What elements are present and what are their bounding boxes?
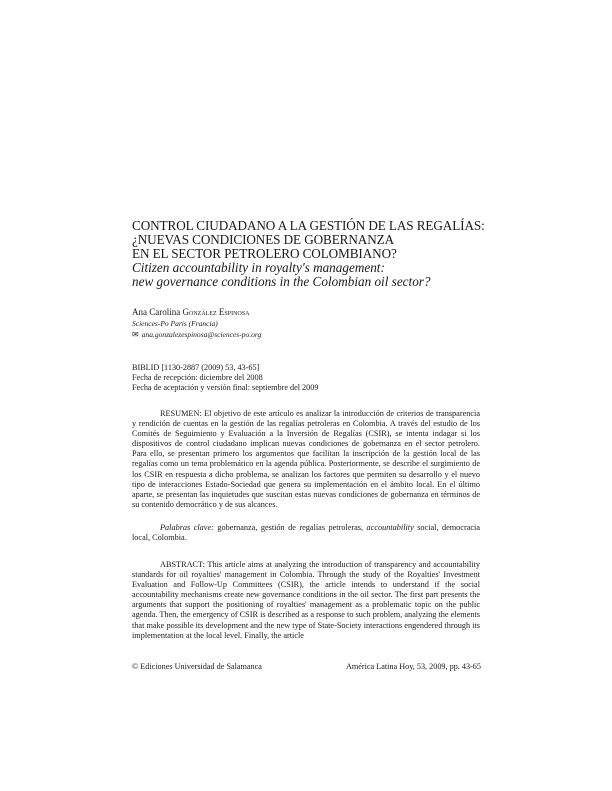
keywords-text-2: social, democracia local, Colombia. [132,523,480,543]
title-en-line: Citizen accountability in royalty's management: [132,260,385,275]
keywords-section [132,523,480,543]
author-block [132,307,432,340]
keywords-text-1: gobernanza, gestión de regalías petroleras, [213,523,367,532]
resumen-label: RESUMEN: [160,409,202,418]
title-es-line: CONTROL CIUDADANO A LA GESTIÓN DE LAS REGALÍAS: [132,218,485,233]
received-date: Fecha de recepción: diciembre del 2008 [132,372,263,382]
author-name [132,307,432,318]
abstract-section [132,560,480,641]
title-en-line: new governance conditions in the Colombian oil sector? [132,274,431,289]
title-block [132,219,492,289]
abstract-paragraph [132,560,480,641]
author-affiliation: Sciences-Po Paris (Francia) [132,319,218,328]
author-email-line [132,329,432,340]
publication-meta [132,363,432,392]
abstract-label: ABSTRACT: [160,560,205,569]
abstract-text: This article aims at analyzing the introduction of transparency and accountability standards for oil royalties' management in Colombia. Through the study of the Royalties' Investment Evaluation and Follow-Up Committees (CSIR), the article intends to understand if the social accountability mechanisms create new governance conditions in the oil sector. The first part presents the arguments that support the positioning of royalties' management as a problematic topic on the public agenda. Then, the emergency of CSIR is described as a response to such problem, analyzing the elements that make possible its development and the new type of State-Society interactions engendered through its implementation at the local level. Finally, the article [132,560,480,640]
keywords-italic-term: accountability [366,523,414,532]
resumen-text: El objetivo de este artículo es analizar la introducción de criterios de transparencia y rendición de cuentas en la gestión de las regalías petroleras en Colombia. A través del estudio de los Comités de Seguimiento y Evaluación a la Inversión de Regalías (CSIR), se intenta indagar si los dispositivos de control ciudadano implican nuevas condiciones de gobernanza en el sector petrolero. Para ello, se presentan primero los argumentos que facilitan la inscripción de la gestión local de las regalías como un tema problemático en la agenda pública. Posteriormente, se describe el surgimiento de los CSIR en respuesta a dicho problema, se analizan los factores que permiten su desarrollo y el nuevo tipo de interacciones Estado-Sociedad que genera su implementación en el ámbito local. En el último aparte, se presentan las inquietudes que suscitan estas nuevas condiciones de gobernanza en términos de su contenido democrático y de sus alcances. [132,409,480,509]
biblid: BIBLID [1130-2887 (2009) 53, 43-65] [132,363,260,372]
envelope-icon: ✉ [132,330,139,339]
title-es-line: EN EL SECTOR PETROLERO COLOMBIANO? [132,246,397,261]
footer-publisher: © Ediciones Universidad de Salamanca [132,662,262,671]
author-surnames: González Espinosa [182,307,250,317]
resumen-section [132,409,480,510]
resumen-paragraph [132,409,480,510]
accepted-date: Fecha de aceptación y versión final: septiembre del 2009 [132,382,319,392]
keywords-label: Palabras clave: [160,523,214,532]
footer-journal-reference: América Latina Hoy, 53, 2009, pp. 43-65 [346,662,481,671]
author-email[interactable]: ana.gonzalezespinosa@sciences-po.org [141,330,262,339]
keywords-paragraph [132,523,480,543]
author-first-names: Ana Carolina [132,307,183,317]
title-es-line: ¿NUEVAS CONDICIONES DE GOBERNANZA [132,232,395,247]
